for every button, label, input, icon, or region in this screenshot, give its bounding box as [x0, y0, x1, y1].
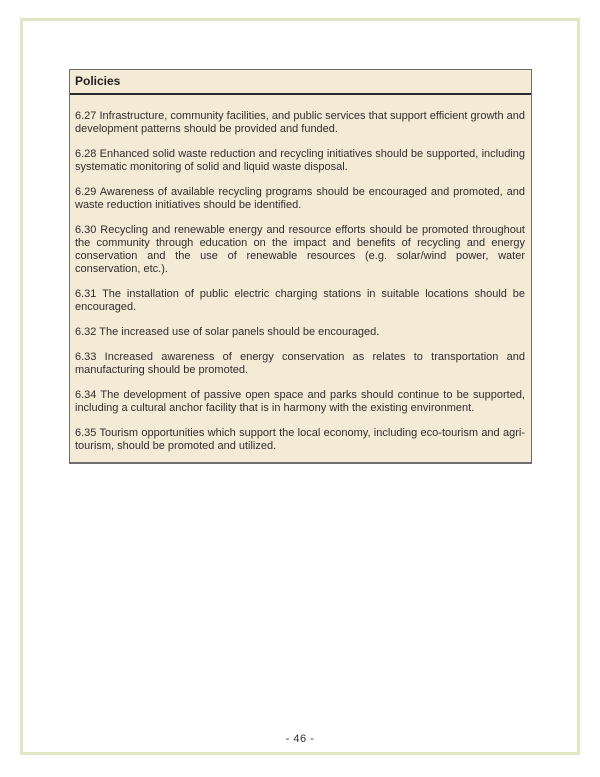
policy-item: 6.27 Infrastructure, community facilities, and public services that support efficient growth and development patterns should be provided and funded. — [75, 110, 525, 135]
policy-item: 6.33 Increased awareness of energy conservation as relates to transportation and manufacturing should be promoted. — [75, 351, 525, 376]
policy-item: 6.29 Awareness of available recycling programs should be encouraged and promoted, and waste reduction initiatives should be identified. — [75, 186, 525, 211]
policy-item: 6.30 Recycling and renewable energy and resource efforts should be promoted throughout the community through education on the impact and benefits of recycling and energy conservation and the use of renewable resources (e.g. solar/wind power, water conservation, etc.). — [75, 224, 525, 275]
policies-table — [69, 69, 532, 464]
policy-item: 6.28 Enhanced solid waste reduction and recycling initiatives should be supported, including systematic monitoring of solid and liquid waste disposal. — [75, 148, 525, 173]
policy-item: 6.35 Tourism opportunities which support the local economy, including eco-tourism and agri-tourism, should be promoted and utilized. — [75, 427, 525, 452]
page-border — [20, 18, 580, 755]
table-header-row — [70, 70, 531, 95]
policy-list — [70, 95, 531, 462]
policy-item: 6.32 The increased use of solar panels should be encouraged. — [75, 326, 380, 338]
policy-item: 6.34 The development of passive open space and parks should continue to be supported, including a cultural anchor facility that is in harmony with the existing environment. — [75, 389, 525, 414]
policy-item: 6.31 The installation of public electric charging stations in suitable locations should be encouraged. — [75, 288, 525, 313]
table-header-label: Policies — [75, 74, 121, 88]
page-number: - 46 - — [285, 733, 315, 745]
